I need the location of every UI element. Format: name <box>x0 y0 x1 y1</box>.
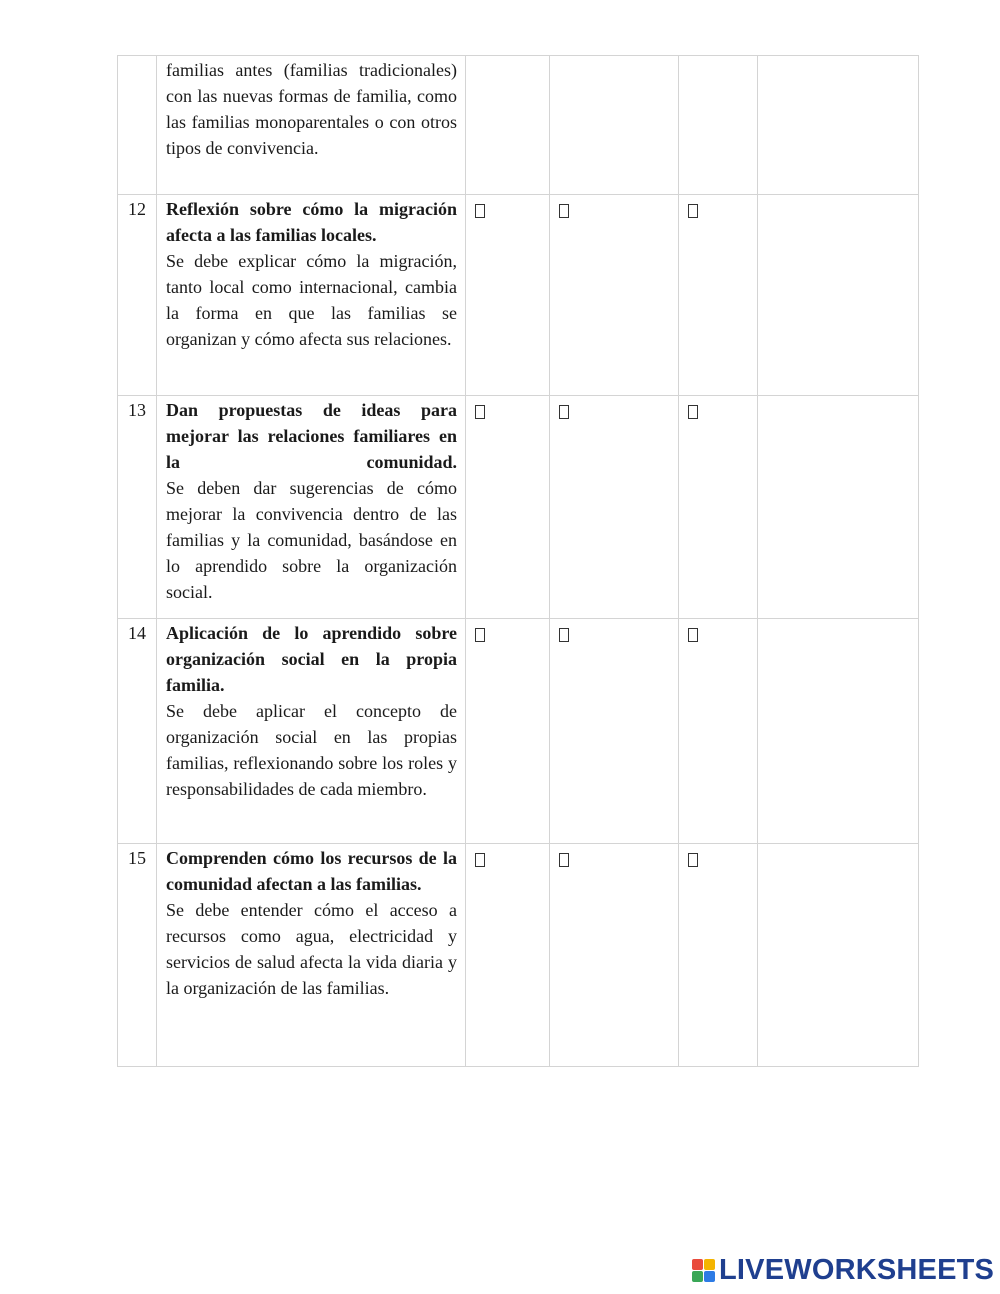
brand-name: LIVEWORKSHEETS <box>719 1253 995 1286</box>
check-cell <box>679 56 758 195</box>
criterion-description: Se debe aplicar el concepto de organización social en las propias familias, reflexionando sobre los roles y responsabilidades de cada miembro. <box>166 701 457 799</box>
criterion-title: Comprenden cómo los recursos de la comunidad afectan a las familias. <box>166 848 457 894</box>
observation-cell <box>758 56 919 195</box>
check-cell[interactable] <box>466 195 550 396</box>
criterion-title: Dan propuestas de ideas para mejorar las relaciones familiares en la comunidad. <box>166 400 457 472</box>
logo-square <box>704 1259 715 1270</box>
check-cell <box>466 56 550 195</box>
checkbox-icon[interactable] <box>559 628 569 642</box>
check-cell[interactable] <box>679 396 758 619</box>
checkbox-icon[interactable] <box>559 405 569 419</box>
check-cell[interactable] <box>550 396 679 619</box>
observation-cell <box>758 619 919 844</box>
table-row <box>118 619 919 844</box>
check-cell[interactable] <box>466 619 550 844</box>
check-cell[interactable] <box>550 195 679 396</box>
checkbox-icon[interactable] <box>559 853 569 867</box>
observation-cell <box>758 396 919 619</box>
logo-square <box>692 1259 703 1270</box>
row-number: 14 <box>118 619 157 844</box>
check-cell[interactable] <box>679 619 758 844</box>
observation-cell <box>758 195 919 396</box>
check-cell[interactable] <box>679 195 758 396</box>
table-row <box>118 844 919 1067</box>
table-row <box>118 396 919 619</box>
checkbox-icon[interactable] <box>475 405 485 419</box>
checkbox-icon[interactable] <box>475 204 485 218</box>
criterion-cell <box>157 56 466 195</box>
check-cell[interactable] <box>679 844 758 1067</box>
checkbox-icon[interactable] <box>688 853 698 867</box>
criterion-cell <box>157 619 466 844</box>
row-number: 13 <box>118 396 157 619</box>
checkbox-icon[interactable] <box>559 204 569 218</box>
evaluation-table <box>117 55 919 1067</box>
check-cell[interactable] <box>466 844 550 1067</box>
criterion-title: Aplicación de lo aprendido sobre organización social en la propia familia. <box>166 623 457 695</box>
checkbox-icon[interactable] <box>688 628 698 642</box>
checkbox-icon[interactable] <box>688 405 698 419</box>
logo-square <box>692 1271 703 1282</box>
table-row <box>118 56 919 195</box>
logo-square <box>704 1271 715 1282</box>
row-number: 12 <box>118 195 157 396</box>
liveworksheets-logo <box>692 1253 994 1287</box>
criterion-cell <box>157 396 466 619</box>
criterion-cell <box>157 844 466 1067</box>
observation-cell <box>758 844 919 1067</box>
row-number <box>118 56 157 195</box>
criterion-description: Se debe entender cómo el acceso a recursos como agua, electricidad y servicios de salud afecta la vida diaria y la organización de las familias. <box>166 900 457 998</box>
table-row <box>118 195 919 396</box>
criterion-title: Reflexión sobre cómo la migración afecta a las familias locales. <box>166 199 457 245</box>
logo-mark-icon <box>692 1259 715 1282</box>
criterion-description: Se deben dar sugerencias de cómo mejorar la convivencia dentro de las familias y la comunidad, basándose en lo aprendido sobre la organización social. <box>166 478 457 602</box>
row-number: 15 <box>118 844 157 1067</box>
checkbox-icon[interactable] <box>475 628 485 642</box>
criterion-description: familias antes (familias tradicionales) con las nuevas formas de familia, como las familias monoparentales o con otros tipos de convivencia. <box>166 60 457 158</box>
checkbox-icon[interactable] <box>475 853 485 867</box>
criterion-description: Se debe explicar cómo la migración, tanto local como internacional, cambia la forma en que las familias se organizan y cómo afecta sus relaciones. <box>166 251 457 349</box>
checkbox-icon[interactable] <box>688 204 698 218</box>
check-cell[interactable] <box>550 619 679 844</box>
check-cell <box>550 56 679 195</box>
check-cell[interactable] <box>550 844 679 1067</box>
check-cell[interactable] <box>466 396 550 619</box>
criterion-cell <box>157 195 466 396</box>
